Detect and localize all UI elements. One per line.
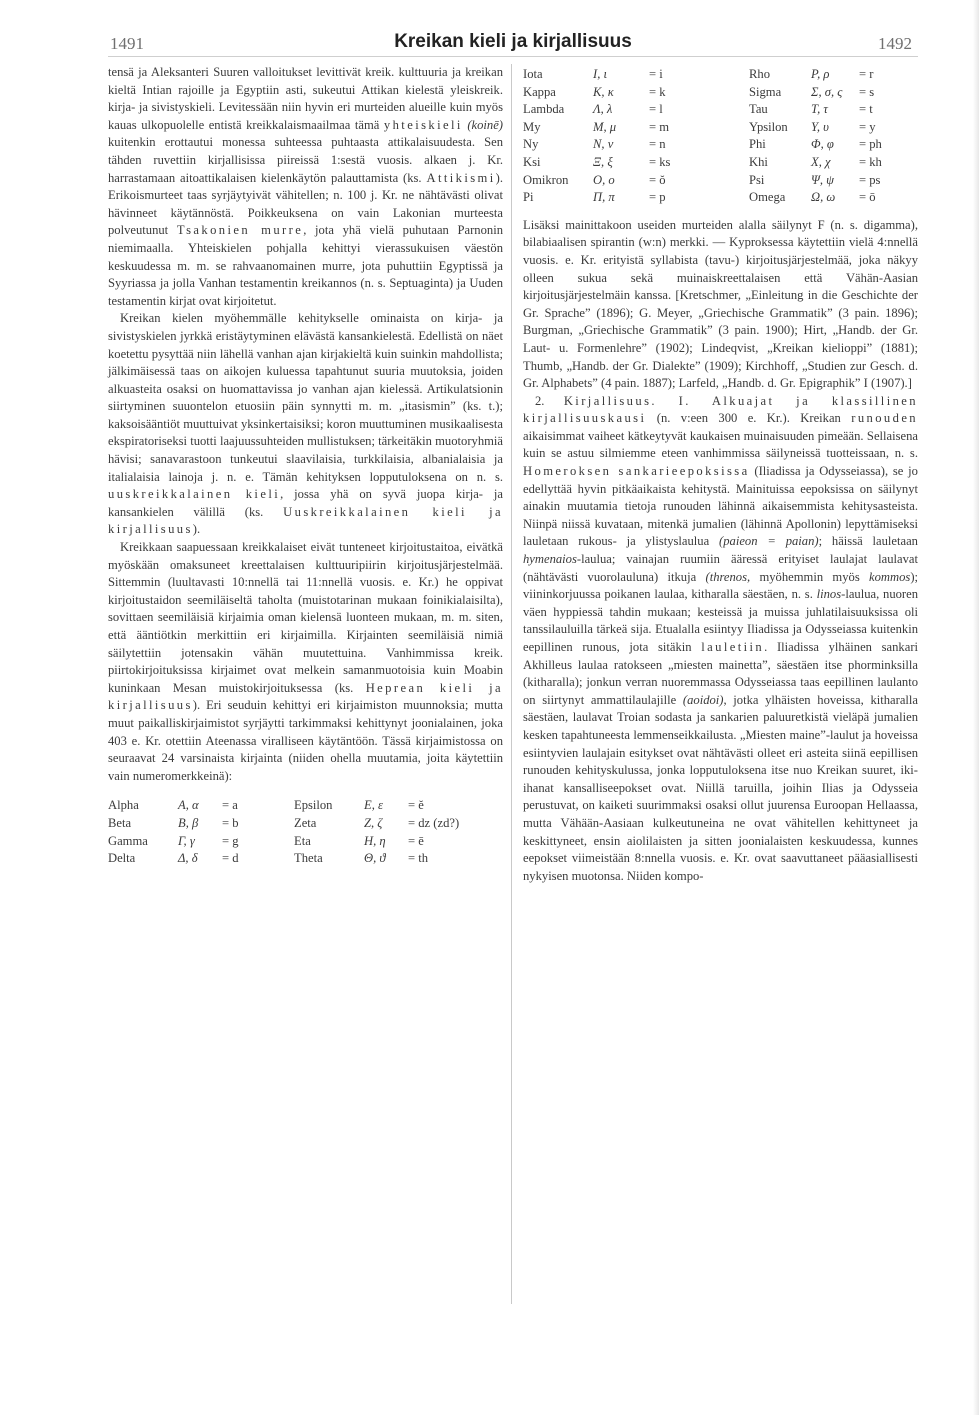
alphabet-row: Rho P, ρ = r <box>749 67 874 81</box>
text-run: -laulua; vainajan ruumiin ääressä erityiset laulajat laulavat (nähtävästi vuorolauluna) itkuja <box>523 552 918 584</box>
right-page-number: 1492 <box>878 34 912 53</box>
text-run: Homeroksen sankarieepoksissa <box>523 464 750 479</box>
page-header <box>108 28 918 57</box>
text-run: ); viininkorjuussa poikanen laulaa, kitharalla säestäen, n. s. <box>523 569 919 602</box>
text-run: tensä ja Aleksanteri Suuren valloitukset levittivät kreik. kulttuuria ja kreikan kieltä Intian rajoille ja Egyptiin asti, sukeutui Attikan kielestä yleiskreik. kirja- ja sivistyskieli. Levitessään niin hyvin eri murteiden alueille kuin myös kauas ulkopuolelle entistä kreikkalaismaailmaa tämä <box>108 65 503 132</box>
text-run: 2. <box>535 393 545 408</box>
alphabet-row: Sigma Σ, σ, ς = s <box>749 84 875 99</box>
running-title: Kreikan kieli ja kirjallisuus <box>394 31 632 52</box>
text-run: (aoidoi) <box>682 692 724 707</box>
alphabet-row: Epsilon E, ε = ĕ <box>294 798 424 813</box>
text-run: , jossa yhä on syvä juopa kirja- ja kansankielen välillä (ks. <box>108 487 503 519</box>
left-column <box>108 64 503 868</box>
text-run: Kreikan kielen myöhemmälle kehitykselle ominaista on kirja- ja sivistyskielen jyrkkä eristäytyminen elävästä kansankielestä. Edellistä on näet koetettu pysyttää niin lähellä vanhan ajan kirjakieltä kuin suinkin mahdollista; jälkimäisessä taas on aikojen kuluessa tapahtunut suuria muutoksia, joiden alkuasteita osaksi on huomattavissa jo vanhan ajan kielessä. Artikulatsionin siirtyminen suuontelon etuosiin päin synnytti m. m. „itasismin” (ks. t.); kaksoisääntiöt muuttuivat yksinkertaisiksi; koron muuttuminen musikaalisesta ekspiratoriseksi tuotti laajuussuhteiden mullistuksen; tärkeitäkin muotoryhmiä hävisi; sanavarastoon tunkeutui slaavilaisia, turkkilaisia, albanialaisia ja italialaisia lainoja j. n. e. Tämän kehityksen lopputuloksena on n. s. <box>108 311 503 484</box>
text-run: (threnos, <box>705 569 751 584</box>
alphabet-row: Alpha A, α = a <box>108 798 238 813</box>
alphabet-row: My M, μ = m <box>523 119 670 134</box>
text-run: (paieon = paian) <box>719 534 819 549</box>
text-run: (n. v:een 300 e. Kr.). Kreikan <box>656 411 841 426</box>
alphabet-list-c <box>523 66 749 207</box>
alphabet-row: Kappa K, κ = k <box>523 84 666 99</box>
alphabet-row: Zeta Z, ζ = dz (zd?) <box>294 815 460 830</box>
alphabet-row: Beta B, β = b <box>108 815 239 830</box>
right-column <box>523 66 918 885</box>
alphabet-row: Lambda Λ, λ = l <box>523 102 663 117</box>
page-edge-shadow <box>973 0 979 1415</box>
paragraph: Lisäksi mainittakoon useiden murteiden alalla säilynyt F (n. s. digamma), bilabiaalisen spirantin (w:n) merkki. — Kyproksessa käytettiin vielä 4:nnellä vuosis. e. Kr. erityistä syllabista (tavu-) kirjoitusjärjestelmää, joka näkyy olleen sukua sekä muinaiskreettalaisen että Vähän-Aasian kirjoitusjärjestelmäin kanssa. [Kretschmer, „Einleitung in die Geschichte der Gr. Sprache” (1896); G. Meyer, „Griechische Grammatik” (3 pain. 1896); Burgman, „Griechische Grammatik” (3 pain. 1900); Hirt, „Handb. der Gr. Laut- u. Formenlehre” (1902); Lindeqvist, „Kreikan kielioppi” (1881); Thumb, „Handb. der Gr. Dialekte” (1909); Kirchhoff, „Studien zur Gesch. d. Gr. Alphabets” (4 pain. 1887); Larfeld, „Handb. d. Gr. Epigraphik” I (1907).] <box>523 217 918 391</box>
text-run: , jota yhä vielä puhutaan Parnonin niemimaalla. Yhteiskielen pohjalla kehittyi vierassukuisen väestön keskuudessa m. m. se rahvaanomainen murre, jota puhuttiin Egyptissä ja Syyriassa ja jolla Vanhan testamentin kreikannos (n. s. Septuaginta) ja Uuden testamentin kirjat ovat kirjoitetut. <box>108 223 503 308</box>
alphabet-row: Tau T, τ = t <box>749 102 873 117</box>
text-run: Kirjallisuus. I. Alkuajat ja klassillinen kirjallisuuskausi <box>523 393 918 426</box>
alphabet-row: Phi Φ, φ = ph <box>749 137 882 152</box>
alphabet-row: Ny N, ν = n <box>523 137 666 152</box>
alphabet-row: Psi Ψ, ψ = ps <box>749 172 881 187</box>
alphabet-row: Omikron O, o = ŏ <box>523 172 666 187</box>
text-run: . Iliadissa ylhäinen sankari Akhilleus laulaa ratokseen „miesten mainetta”, säestäen itse phorminksilla (kitharalla); jonkun verran nuoremmassa Odysseiassa taas eepillinen laulanto on siirtynyt ammattilaulajille <box>523 640 919 707</box>
text-run: ). <box>192 522 201 537</box>
paragraph <box>108 539 503 785</box>
text-run: uuskreikkalainen kieli <box>108 487 281 502</box>
text-run: myöhemmin myös <box>759 569 860 584</box>
alphabet-row: Omega Ω, ω = ō <box>749 190 876 205</box>
alphabet-row: Iota I, ι = i <box>523 67 663 81</box>
text-run: -laulua, nuoren väen hyppiessä tahdin mukaan; kesteissä ja muissa juhlatilaisuuksissa oli tanssilauluilla tärkeä sija. Etualalla esiintyy Iliadissa ja Odysseiassa kuitenkin eepillinen runous, jota sitäkin <box>523 587 919 654</box>
alphabet-list-a <box>108 797 294 867</box>
text-run: Kreikkaan saapuessaan kreikkalaiset eivät tunteneet kirjoitustaitoa, eivätkä myöskään omaksuneet kreettalaisen kulttuuripiirin kirjoitusjärjestelmää. Sittemmin (luultavasti 10:nnellä tai 11:nnellä vuosis. e. Kr.) he oppivat kirjoitustaidon seemiläiseltä taholta (muistotarinan mukaan foinikialaisilta), sovittaen seemiläisiä kirjaimia oman kielensä luonteen mukaan, m. m. siten, että ääntiötkin merkittiin eri kirjaimilla. Kirjainten seemiläisiä nimiä säilytettiin jotensakin vähän muutettuina. Vanhimmissa kreik. piirtokirjoituksissa kirjaimet ovat melkein samanmuotoisia kuin Moabin kuninkaan Mesan muistokirjoituksessa (ks. <box>108 540 503 695</box>
alphabet-row: Khi X, χ = kh <box>749 154 882 169</box>
text-run: yhteiskieli <box>383 117 463 132</box>
text-run: kuitenkin erottautui monessa suhteessa puhtaasta attikalaisuudesta. Sen tähden ruvettiin kirjallisissa piireissä 1:sestä vuosis. alkaen j. Kr. harrastamaan aitoattikalaisen kielenkäytön palauttamista (ks. <box>108 135 503 185</box>
alphabet-row: Ypsilon Y, υ = y <box>749 119 876 134</box>
text-run: ). Eri seuduin kehittyi eri kirjaimiston muunnoksia; mutta muut paikalliskirjaimistot syrjäytti tarkimmaksi kehittynyt joonialainen, joka 403 e. Kr. otettiin Ateenassa viralliseen käytäntöön. Tässä kirjaimistossa on seuraavat 24 varsinaista kirjainta (niiden ohella muutamia, joita käytettiin vain numeromerkkeinä): <box>108 698 503 783</box>
alphabet-list-b <box>294 797 459 867</box>
alphabet-row: Ksi Ξ, ξ = ks <box>523 154 671 169</box>
alphabet-row: Theta Θ, ϑ = th <box>294 851 429 866</box>
alphabet-row: Gamma Γ, γ = g <box>108 833 239 848</box>
left-page-number: 1491 <box>110 34 144 53</box>
text-run: kommos <box>869 569 911 584</box>
text-run: Tsakonien murre <box>176 223 304 238</box>
column-divider <box>511 64 512 1304</box>
text-run: hymenaios <box>523 552 577 567</box>
paragraph <box>108 310 503 539</box>
alphabet-table-2 <box>523 66 918 207</box>
alphabet-list-d <box>749 66 882 207</box>
alphabet-row: Pi Π, π = p <box>523 190 666 205</box>
text-run: Heprean kieli ja kirjallisuus <box>108 680 503 713</box>
text-run: Attikismi <box>426 170 496 185</box>
alphabet-row: Eta H, η = ē <box>294 833 424 848</box>
text-run: (Iliadissa ja Odysseiassa), se jo edellyttää hyvin pitkäaikaista kehitystä. Mainituissa eepoksissa on säilynyt ainakin muutamia tietoja runouden lähinnä aikaisemmista kehitysasteista. Niinpä niissä kuvataan, mitenkä jumalien (lähinnä Apollonin) lepyttämiseksi lauletaan rukous- ja ylistyslaulua <box>523 464 918 549</box>
text-run: linos <box>816 587 842 602</box>
text-run: ). Erikoismurteet taas syrjäytyivät vähitellen; n. 100 j. Kr. ne nähtävästi olivat hävinneet käytännöstä. Poikkeuksena on vain Lakonian murteesta polveutunut <box>108 170 503 238</box>
text-run: aikaisimmat vaiheet kätkeytyvät kaukaisen muinaisuuden pimeään. Sellaisena kuin se astuu silmiemme eteen vanhimmissa säilyneissä tuotteissaan, n. s. <box>523 428 918 461</box>
alphabet-table-1 <box>108 785 503 867</box>
paragraph <box>108 64 503 310</box>
alphabet-row: Delta Δ, δ = d <box>108 851 239 866</box>
paragraph <box>523 393 918 886</box>
text-run: (koinē) <box>467 117 503 132</box>
text-run: Uuskreikkalainen kieli ja kirjallisuus <box>108 504 503 537</box>
text-run: runouden <box>851 411 918 426</box>
text-run: , jotka ylhäisten hoveissa, kitharalla säestäen, laulavat Troian sodasta ja sankarien paluuretkistä vieläpä jumalien kesken tapahtuneesta lemmenseikkailusta. „Miesten maine”-laulut ja hoveissa esiintyvien laulajain esitykset ovat nähtävästi olleet eri asteita siinä eepillisen runouden kehityskulussa, jonka lopputuloksena itse nuo Kreikan suuret, iki-ihanat kansalliseepokset ovat. Niillä taruilla, joihin Ilias ja Odysseia perustuvat, on kaiketi suurimmaksi osaksi ollut juurensa Euroopan Hellaassa, mutta Vähään-Aasiaan kulkeutuneina ne ovat vähitellen kehittyneet ja keskittyneet, ensin aiolilaisten ja sitten joonialaisten keskuudessa, kunnes eepokset viimeistään 8:nnella vuosis. e. Kr. ovat saavuttaneet pääasiallisesti nykyisen muotonsa. Niiden kompo- <box>523 692 919 883</box>
text-run: lauletiin <box>701 640 765 654</box>
text-run: ; häissä lauletaan <box>818 534 918 549</box>
